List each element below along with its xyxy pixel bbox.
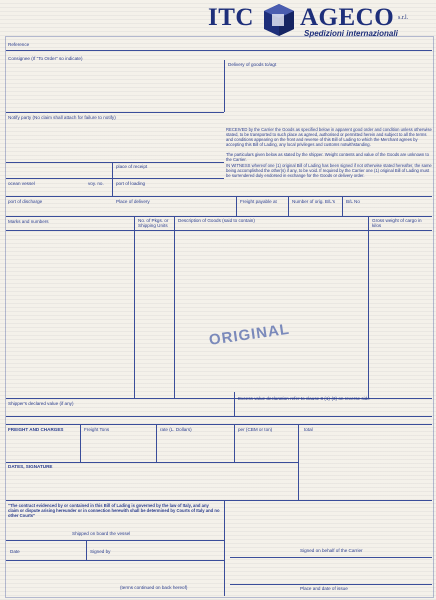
excess-value-label: Excess value declaration refer to clause 8 (1)-(3) on reverse side — [238, 396, 370, 401]
notify-party-label: Notify party (No claim shall attach for failure to notify) — [8, 115, 116, 120]
total-label: total — [304, 427, 313, 432]
port-of-loading-label: port of loading — [116, 181, 146, 186]
company-logo — [204, 2, 432, 40]
logo-ageco-text: AGECO — [300, 4, 395, 31]
contract-clause: "The contract evidenced by or contained in this Bill of Lading is governed by the law of Italy, and any claim or dispute arising hereunder or in connection herewith shall be determined by Courts of Italy and no other Courts" — [8, 503, 220, 518]
ocean-vessel-label: ocean vessel — [8, 181, 35, 186]
packages-label: No. of Pkgs. or Shipping Units — [138, 218, 169, 229]
signed-on-behalf-label: Signed on behalf of the Carrier — [300, 548, 363, 553]
port-of-discharge-label: port of discharge — [8, 199, 43, 204]
reference-label: Reference — [8, 42, 30, 47]
rate-label: rate (L. Dollars) — [160, 427, 192, 432]
freight-tons-label: Freight Tons — [84, 427, 110, 432]
dates-signature-label: DATES, SIGNATURE — [8, 464, 53, 469]
description-label: Description of Goods (said to contain) — [178, 218, 255, 223]
gross-weight-label: Gross weight of cargo in kilos — [372, 218, 422, 229]
witness-clause: IN WITNESS whereof one (1) original Bill of Lading has been signed if not otherwise stated hereafter, the same being accomplished the other(s) if any, to be void. If required by the Carrier one (1) original Bill of Lading must be surrendered duly endorsed in exchange for the Goods or delivery order. — [226, 163, 432, 178]
logo-srl-text: s.r.l. — [398, 15, 409, 21]
date-label: Date — [10, 549, 20, 554]
marks-and-numbers-label: Marks and numbers — [8, 219, 49, 224]
signed-by-label: Signed by — [90, 549, 111, 554]
number-of-bl-label: Number of orig. B/L's — [292, 199, 336, 204]
terms-footer: (terms continued on back hereof) — [120, 585, 188, 590]
freight-payable-label: Freight payable at — [240, 199, 277, 204]
original-stamp: ORIGINAL — [208, 320, 291, 349]
voyage-no-label: voy. no. — [88, 181, 104, 186]
declared-value-label: Shipper's declared value (if any) — [8, 401, 74, 406]
logo-tagline: Spedizioni internazionali — [304, 29, 398, 38]
consignee-label: Consignee (If "To Order" so indicate) — [8, 56, 83, 61]
particulars-clause: The particulars given below as stated by the shipper. Weight contents and value of the Goods are unknown to the Carrier. — [226, 152, 429, 162]
place-date-issue-label: Place and date of issue — [300, 586, 348, 591]
shipped-on-board-label: Shipped on board the vessel — [72, 531, 131, 536]
delivery-label: Delivery of goods to/agt — [228, 62, 277, 67]
form-frame — [5, 36, 434, 598]
place-of-delivery-label: Place of delivery — [116, 199, 150, 204]
place-of-receipt-label: place of receipt — [116, 164, 148, 169]
freight-charges-label: FREIGHT AND CHARGES — [8, 427, 64, 432]
logo-itc-text: ITC — [208, 4, 254, 31]
bl-number-label: B/L No — [346, 199, 360, 204]
received-clause: RECEIVED by the Carrier the Goods as specified below in apparent good order and condition unless otherwise stated, to be transported to such place as agreed, authorised or permitted herein and subject to all the terms and conditions appearing on the front and reverse of this Bill of Lading to which the Merchant agrees by accepting this Bill of Lading, any local privileges and customs notwithstanding. — [226, 127, 432, 147]
per-unit-label: per (CBM or ton) — [238, 427, 273, 432]
logo-cube-icon — [262, 2, 296, 38]
